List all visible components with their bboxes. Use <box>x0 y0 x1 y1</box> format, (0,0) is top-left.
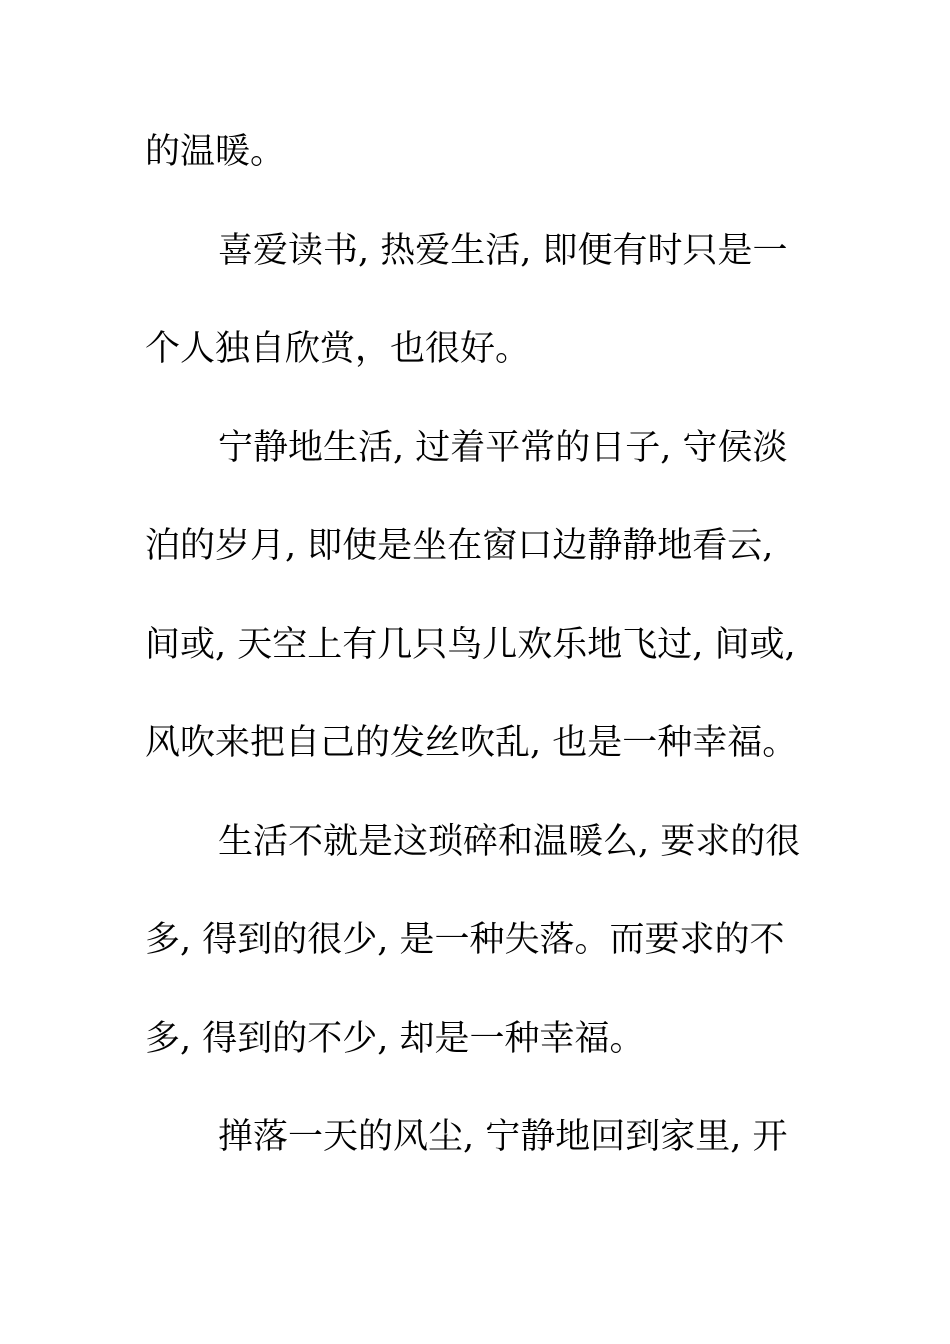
text-line: 泊的岁月, 即使是坐在窗口边静静地看云, <box>145 526 774 566</box>
text-line: 个人独自欣赏，也很好。 <box>145 329 531 369</box>
text-line: 的温暖。 <box>145 132 286 172</box>
text-line: 间或, 天空上有几只鸟儿欢乐地飞过, 间或, <box>145 624 796 665</box>
paragraph-first-line: 喜爱读书, 热爱生活, 即便有时只是一 <box>218 230 788 271</box>
text-line: 风吹来把自己的发丝吹乱, 也是一种幸福。 <box>145 723 798 763</box>
text-line: 多, 得到的很少, 是一种失落。而要求的不 <box>145 920 785 960</box>
paragraph-first-line: 掸落一天的风尘, 宁静地回到家里, 开 <box>218 1117 788 1157</box>
paragraph-first-line: 生活不就是这琐碎和温暖么, 要求的很 <box>218 821 801 862</box>
text-line: 多, 得到的不少, 却是一种幸福。 <box>145 1018 645 1059</box>
document-body <box>145 124 815 1208</box>
paragraph-first-line: 宁静地生活, 过着平常的日子, 守侯淡 <box>218 427 788 468</box>
